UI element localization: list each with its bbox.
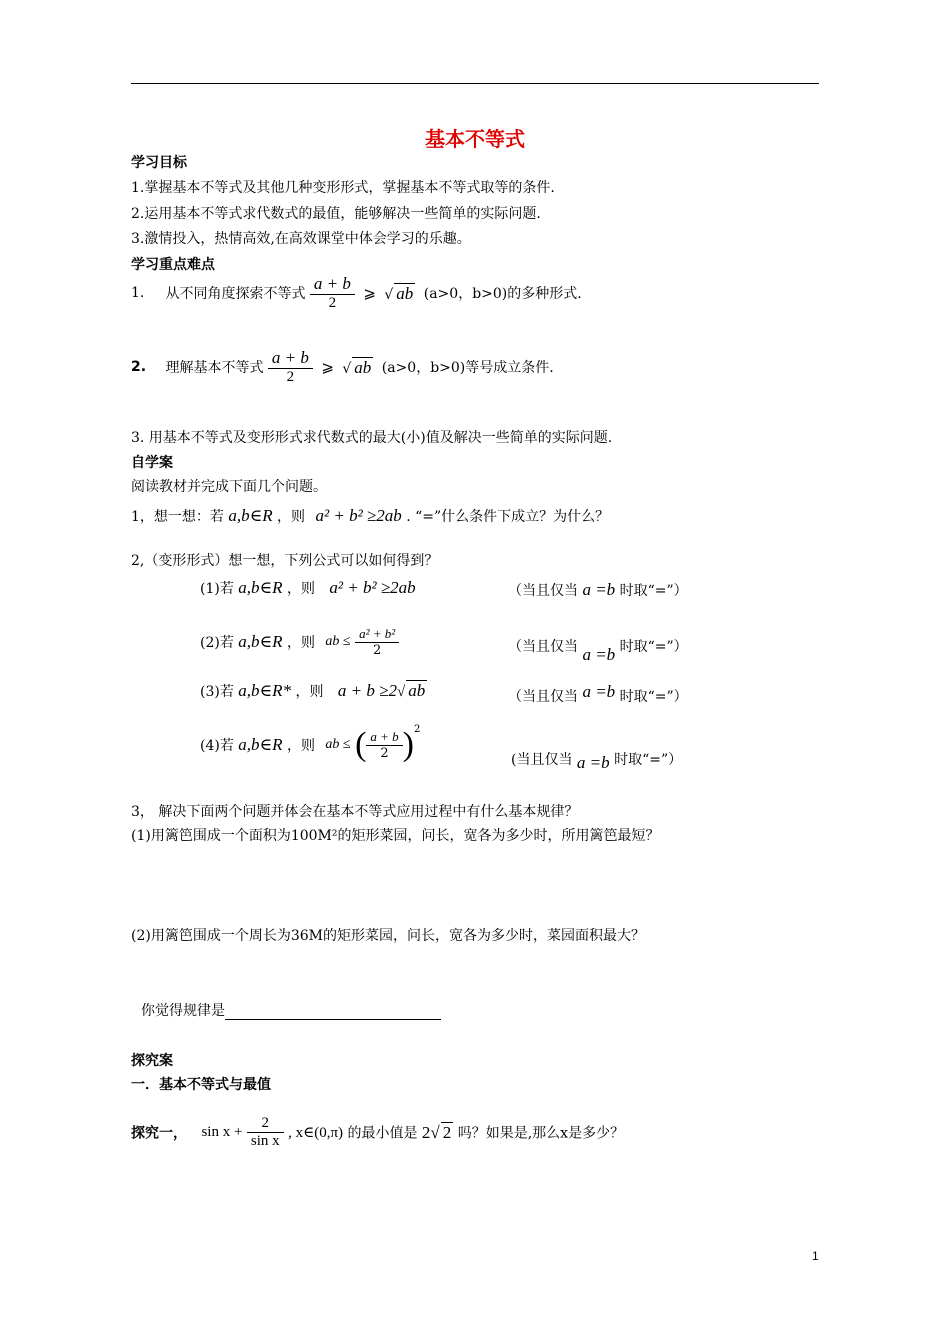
form-1-expression: a² + b² ≥2ab	[329, 578, 416, 597]
form-1-note-prefix: （当且仅当	[508, 583, 578, 599]
form-1	[200, 578, 416, 598]
question-1-inequality: a² + b² ≥2ab	[315, 506, 402, 525]
question-3a: (1)用篱笆围成一个面积为100M²的矩形菜园，问长，宽各为多少时，所用篱笆最短？	[131, 828, 660, 844]
question-1-condition: a,b∈R	[228, 506, 273, 525]
form-3-then: ，则	[295, 684, 324, 700]
keypoint-2-condition: (a>0，b>0)等号成立条件.	[381, 360, 554, 376]
form-4	[200, 724, 421, 763]
rule-answer-blank[interactable]	[225, 1005, 441, 1020]
question-3b: (2)用篱笆围成一个周长为36M的矩形菜园，问长，宽各为多少时，菜园面积最大？	[131, 928, 645, 944]
rule-answer-line	[141, 1000, 441, 1020]
keypoint-1	[131, 274, 582, 312]
keypoint-1-condition: (a>0，b>0)的多种形式.	[423, 286, 582, 302]
question-1-prefix: 1，想一想：若	[131, 509, 224, 525]
explore-item-1-mid: 的最小值是	[347, 1125, 418, 1142]
explore-item-1-value: 2√ 2	[421, 1123, 452, 1142]
ge-symbol-2: ⩾	[321, 359, 334, 376]
form-3-note	[508, 682, 688, 706]
keypoints-heading: 学习重点难点	[131, 257, 215, 273]
keypoint-2-text: 理解基本不等式	[165, 360, 264, 376]
keypoint-2-number: 2.	[131, 359, 147, 375]
explore-item-1-label: 探究一，	[131, 1125, 187, 1142]
form-3-note-prefix: （当且仅当	[508, 689, 578, 705]
form-4-condition: a,b∈R	[238, 735, 283, 754]
formula-denominator-2: 2	[268, 368, 313, 386]
explore-item-1	[131, 1115, 624, 1150]
sqrt-expression: √ ab	[384, 283, 414, 303]
form-2-denominator: 2	[355, 642, 399, 658]
form-1-label: (1)若	[200, 581, 234, 597]
formula-fraction-2	[268, 348, 313, 386]
right-paren: )	[402, 726, 414, 763]
keypoint-3: 3. 用基本不等式及变形形式求代数式的最大(小)值及解决一些简单的实际问题.	[131, 430, 613, 446]
header-rule	[131, 83, 819, 84]
form-4-expression-prefix: ab ≤	[325, 737, 351, 752]
formula-numerator: a + b	[313, 274, 351, 293]
sqrt-expression-2: √ ab	[342, 357, 372, 377]
form-2-numerator: a² + b²	[359, 626, 396, 641]
form-1-note-suffix: 时取“=”）	[619, 583, 688, 599]
question-2: 2,（变形形式）想一想，下列公式可以如何得到？	[131, 553, 439, 569]
form-4-denominator: 2	[366, 745, 402, 761]
objective-item-3: 3.激情投入，热情高效,在高效课堂中体会学习的乐趣。	[131, 231, 471, 247]
form-3-note-suffix: 时取“=”）	[619, 689, 688, 705]
form-4-note-prefix: (当且仅当	[511, 752, 573, 768]
formula-denominator: 2	[310, 294, 355, 312]
form-4-note-suffix: 时取“=”）	[614, 752, 683, 768]
explore-item-1-value-coeff: 2	[421, 1123, 431, 1142]
sqrt-radicand: ab	[396, 283, 414, 303]
form-2-expression-prefix: ab ≤	[325, 634, 351, 649]
ge-symbol: ⩾	[363, 285, 376, 302]
form-2-note-prefix: （当且仅当	[508, 639, 578, 655]
form-4-fraction	[366, 729, 402, 761]
form-2	[200, 626, 399, 658]
form-1-then: ，则	[286, 581, 315, 597]
form-4-exponent: 2	[414, 724, 421, 735]
page-title: 基本不等式	[425, 127, 525, 151]
explore-item-1-denominator: sin x	[247, 1132, 284, 1150]
explore-item-1-value-radicand: 2	[442, 1123, 452, 1142]
explore-item-1-expression-prefix: sin x +	[201, 1124, 243, 1140]
form-2-condition: a,b∈R	[238, 632, 283, 651]
selfstudy-heading: 自学案	[131, 455, 173, 471]
form-4-note	[511, 749, 683, 772]
explore-section-1: 一．基本不等式与最值	[131, 1077, 271, 1093]
form-3-note-equality: a =b	[582, 682, 616, 701]
form-2-note-suffix: 时取“=”）	[619, 639, 688, 655]
sqrt-symbol: √	[396, 684, 406, 700]
form-1-note-equality: a =b	[582, 580, 616, 599]
explore-item-1-suffix: 吗？如果是,那么x是多少？	[457, 1125, 625, 1142]
selfstudy-intro: 阅读教材并完成下面几个问题。	[131, 479, 327, 495]
objectives-heading: 学习目标	[131, 155, 187, 171]
explore-heading: 探究案	[131, 1053, 173, 1069]
question-1-suffix: . “=”什么条件下成立？为什么？	[406, 509, 610, 525]
rule-answer-label: 你觉得规律是	[141, 1003, 225, 1019]
form-4-then: ，则	[286, 738, 315, 754]
formula-fraction	[310, 274, 355, 312]
form-3-expression-prefix: a + b ≥2	[337, 681, 397, 700]
form-2-then: ，则	[286, 635, 315, 651]
form-1-condition: a,b∈R	[238, 578, 283, 597]
keypoint-2	[131, 348, 554, 386]
left-paren: (	[355, 726, 367, 763]
keypoint-1-text: 从不同角度探索不等式	[165, 286, 306, 302]
form-4-label: (4)若	[200, 738, 234, 754]
keypoint-1-number: 1.	[131, 285, 145, 301]
form-2-label: (2)若	[200, 635, 234, 651]
explore-item-1-fraction	[247, 1115, 284, 1150]
explore-item-1-domain: , x∈(0,π)	[288, 1125, 344, 1141]
explore-item-1-numerator: 2	[261, 1115, 269, 1131]
form-3-condition: a,b∈R*	[238, 681, 292, 700]
objective-item-2: 2.运用基本不等式求代数式的最值，能够解决一些简单的实际问题.	[131, 206, 541, 222]
form-4-numerator: a + b	[370, 729, 399, 744]
form-2-note-equality: a =b	[582, 645, 616, 664]
form-3-label: (3)若	[200, 684, 234, 700]
question-3: 3， 解决下面两个问题并体会在基本不等式应用过程中有什么基本规律？	[131, 804, 579, 820]
objective-item-1: 1.掌握基本不等式及其他几种变形形式，掌握基本不等式取等的条件.	[131, 180, 555, 196]
formula-numerator-2: a + b	[271, 348, 309, 367]
form-3-radicand: ab	[408, 681, 426, 700]
sqrt-radicand-2: ab	[354, 357, 372, 377]
page-number: 1	[812, 1249, 819, 1263]
form-1-note	[508, 580, 688, 600]
form-2-fraction	[355, 626, 399, 658]
form-2-note	[508, 636, 688, 664]
form-4-note-equality: a =b	[576, 753, 610, 772]
form-3	[200, 680, 427, 701]
question-1-then: ，则	[277, 509, 306, 525]
question-1	[131, 506, 609, 526]
